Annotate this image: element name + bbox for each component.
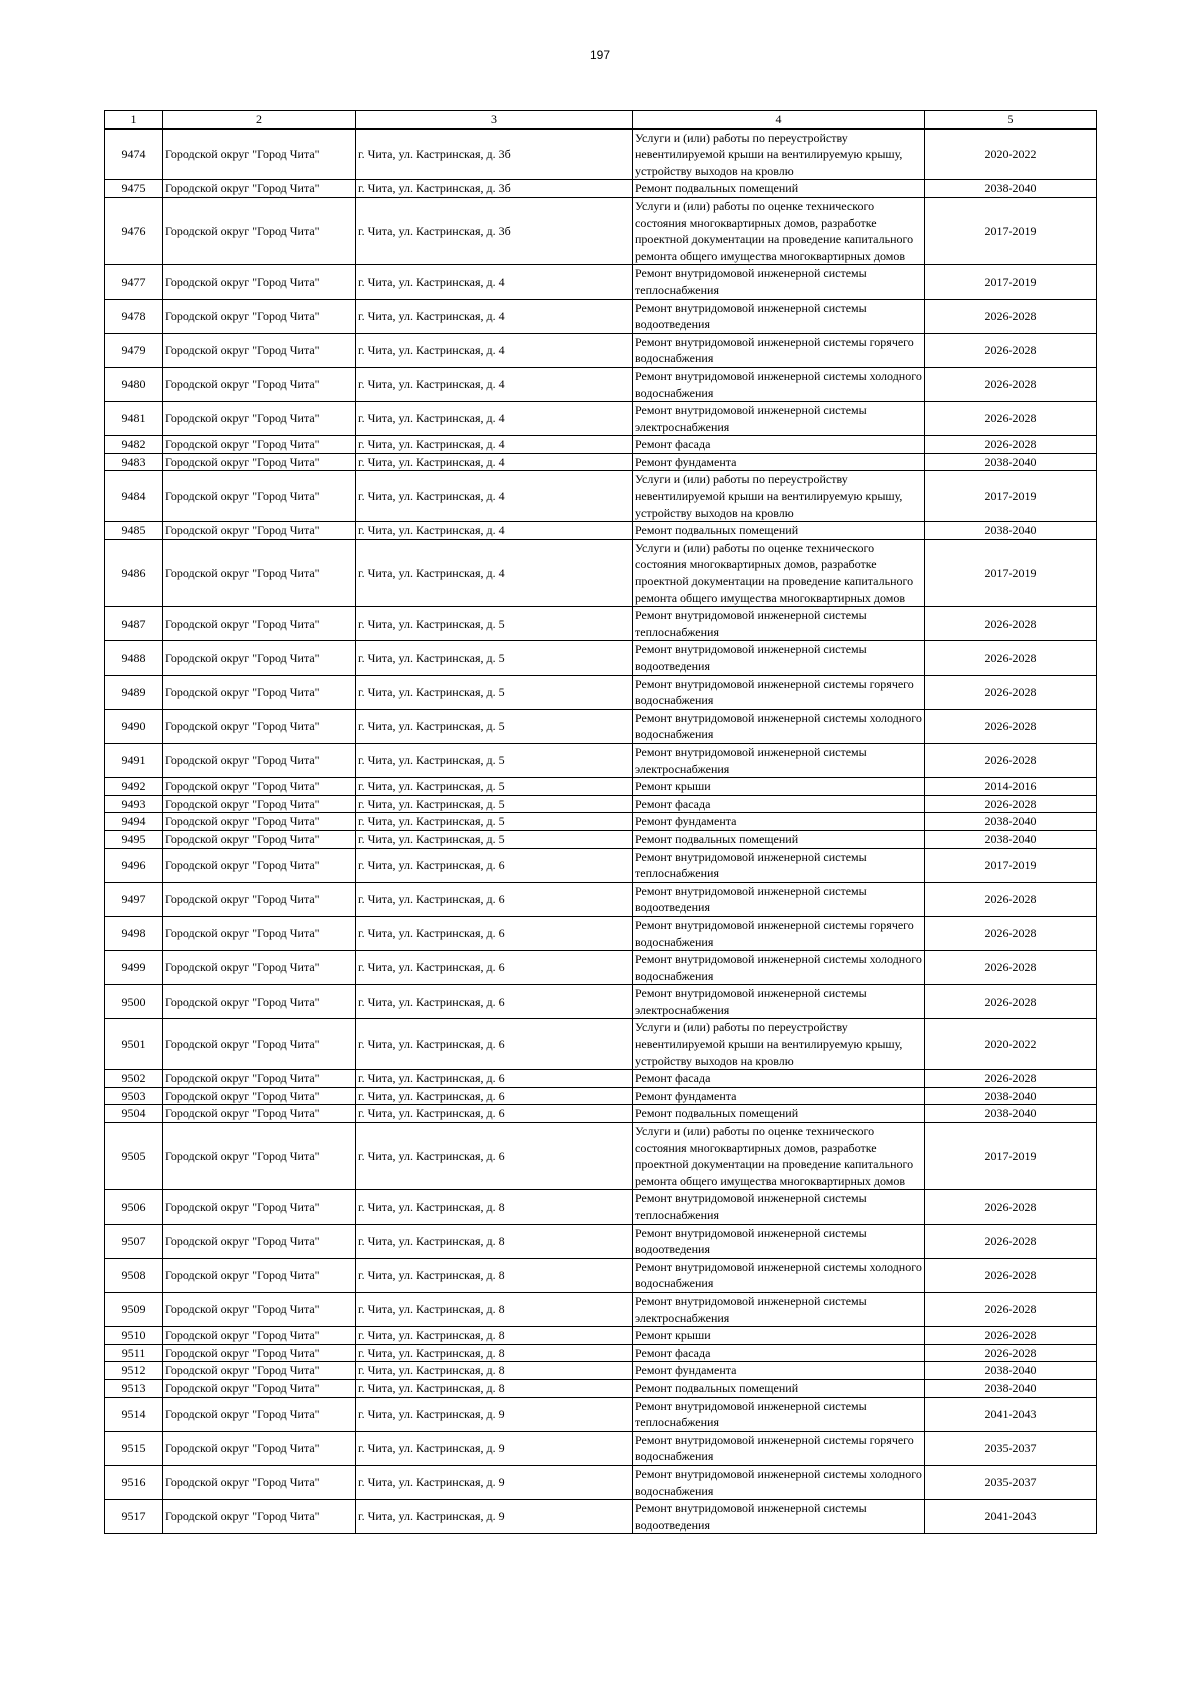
repair-schedule-table (104, 110, 1097, 1534)
work-type-cell: Ремонт внутридомовой инженерной системы теплоснабжения (633, 1190, 925, 1224)
address-cell: г. Чита, ул. Кастринская, д. 5 (356, 743, 633, 777)
table-row (105, 129, 1097, 180)
work-type-cell: Услуги и (или) работы по переустройству невентилируемой крыши на вентилируемую крышу, устройству выходов на кровлю (633, 1019, 925, 1070)
table-row (105, 197, 1097, 264)
period-cell: 2026-2028 (925, 1224, 1097, 1258)
period-cell: 2026-2028 (925, 795, 1097, 813)
address-cell: г. Чита, ул. Кастринская, д. 8 (356, 1327, 633, 1345)
municipality-cell: Городской округ "Город Чита" (163, 1327, 356, 1345)
period-cell: 2038-2040 (925, 830, 1097, 848)
municipality-cell: Городской округ "Город Чита" (163, 265, 356, 299)
work-type-cell: Ремонт внутридомовой инженерной системы холодного водоснабжения (633, 951, 925, 985)
row-number-cell: 9476 (105, 197, 163, 264)
period-cell: 2017-2019 (925, 848, 1097, 882)
municipality-cell: Городской округ "Город Чита" (163, 675, 356, 709)
municipality-cell: Городской округ "Город Чита" (163, 916, 356, 950)
address-cell: г. Чита, ул. Кастринская, д. 3б (356, 180, 633, 198)
period-cell: 2017-2019 (925, 197, 1097, 264)
table-row (105, 436, 1097, 454)
row-number-cell: 9478 (105, 299, 163, 333)
work-type-cell: Ремонт крыши (633, 778, 925, 796)
address-cell: г. Чита, ул. Кастринская, д. 8 (356, 1344, 633, 1362)
municipality-cell: Городской округ "Город Чита" (163, 1087, 356, 1105)
address-cell: г. Чита, ул. Кастринская, д. 5 (356, 607, 633, 641)
work-type-cell: Ремонт внутридомовой инженерной системы водоотведения (633, 299, 925, 333)
table-row (105, 985, 1097, 1019)
row-number-cell: 9500 (105, 985, 163, 1019)
municipality-cell: Городской округ "Город Чита" (163, 1258, 356, 1292)
work-type-cell: Ремонт подвальных помещений (633, 1105, 925, 1123)
municipality-cell: Городской округ "Город Чита" (163, 1379, 356, 1397)
table-row (105, 1258, 1097, 1292)
work-type-cell: Ремонт подвальных помещений (633, 522, 925, 540)
address-cell: г. Чита, ул. Кастринская, д. 3б (356, 129, 633, 180)
work-type-cell: Ремонт внутридомовой инженерной системы теплоснабжения (633, 607, 925, 641)
address-cell: г. Чита, ул. Кастринская, д. 6 (356, 1123, 633, 1190)
work-type-cell: Услуги и (или) работы по оценке технического состояния многоквартирных домов, разработке проектной документации на проведение капитального ремонта общего имущества многоквартирных домов (633, 1123, 925, 1190)
row-number-cell: 9513 (105, 1379, 163, 1397)
address-cell: г. Чита, ул. Кастринская, д. 9 (356, 1397, 633, 1431)
work-type-cell: Ремонт фасада (633, 1344, 925, 1362)
row-number-cell: 9497 (105, 882, 163, 916)
municipality-cell: Городской округ "Город Чита" (163, 539, 356, 606)
table-row (105, 1224, 1097, 1258)
column-header: 3 (356, 111, 633, 129)
work-type-cell: Ремонт подвальных помещений (633, 830, 925, 848)
period-cell: 2017-2019 (925, 265, 1097, 299)
period-cell: 2026-2028 (925, 709, 1097, 743)
table-row (105, 1292, 1097, 1326)
period-cell: 2038-2040 (925, 522, 1097, 540)
period-cell: 2026-2028 (925, 1070, 1097, 1088)
municipality-cell: Городской округ "Город Чита" (163, 1292, 356, 1326)
period-cell: 2038-2040 (925, 1105, 1097, 1123)
address-cell: г. Чита, ул. Кастринская, д. 4 (356, 402, 633, 436)
period-cell: 2041-2043 (925, 1397, 1097, 1431)
municipality-cell: Городской округ "Город Чита" (163, 522, 356, 540)
period-cell: 2035-2037 (925, 1431, 1097, 1465)
row-number-cell: 9510 (105, 1327, 163, 1345)
column-header: 2 (163, 111, 356, 129)
municipality-cell: Городской округ "Город Чита" (163, 985, 356, 1019)
period-cell: 2017-2019 (925, 539, 1097, 606)
municipality-cell: Городской округ "Город Чита" (163, 1019, 356, 1070)
address-cell: г. Чита, ул. Кастринская, д. 4 (356, 367, 633, 401)
municipality-cell: Городской округ "Город Чита" (163, 1431, 356, 1465)
row-number-cell: 9477 (105, 265, 163, 299)
address-cell: г. Чита, ул. Кастринская, д. 9 (356, 1500, 633, 1534)
table-row (105, 1379, 1097, 1397)
work-type-cell: Ремонт внутридомовой инженерной системы горячего водоснабжения (633, 675, 925, 709)
municipality-cell: Городской округ "Город Чита" (163, 1070, 356, 1088)
address-cell: г. Чита, ул. Кастринская, д. 5 (356, 830, 633, 848)
work-type-cell: Ремонт внутридомовой инженерной системы холодного водоснабжения (633, 1258, 925, 1292)
period-cell: 2026-2028 (925, 367, 1097, 401)
table-row (105, 743, 1097, 777)
row-number-cell: 9489 (105, 675, 163, 709)
address-cell: г. Чита, ул. Кастринская, д. 6 (356, 916, 633, 950)
address-cell: г. Чита, ул. Кастринская, д. 6 (356, 1087, 633, 1105)
address-cell: г. Чита, ул. Кастринская, д. 5 (356, 675, 633, 709)
municipality-cell: Городской округ "Город Чита" (163, 882, 356, 916)
work-type-cell: Услуги и (или) работы по переустройству невентилируемой крыши на вентилируемую крышу, устройству выходов на кровлю (633, 471, 925, 522)
period-cell: 2026-2028 (925, 1258, 1097, 1292)
row-number-cell: 9485 (105, 522, 163, 540)
table-row (105, 522, 1097, 540)
municipality-cell: Городской округ "Город Чита" (163, 436, 356, 454)
row-number-cell: 9509 (105, 1292, 163, 1326)
municipality-cell: Городской округ "Город Чита" (163, 951, 356, 985)
municipality-cell: Городской округ "Город Чита" (163, 813, 356, 831)
table-row (105, 916, 1097, 950)
period-cell: 2026-2028 (925, 607, 1097, 641)
table-row (105, 1397, 1097, 1431)
address-cell: г. Чита, ул. Кастринская, д. 4 (356, 265, 633, 299)
row-number-cell: 9515 (105, 1431, 163, 1465)
work-type-cell: Ремонт внутридомовой инженерной системы горячего водоснабжения (633, 916, 925, 950)
table-row (105, 402, 1097, 436)
address-cell: г. Чита, ул. Кастринская, д. 8 (356, 1379, 633, 1397)
address-cell: г. Чита, ул. Кастринская, д. 6 (356, 848, 633, 882)
row-number-cell: 9514 (105, 1397, 163, 1431)
table-row (105, 1431, 1097, 1465)
work-type-cell: Ремонт внутридомовой инженерной системы теплоснабжения (633, 1397, 925, 1431)
address-cell: г. Чита, ул. Кастринская, д. 4 (356, 453, 633, 471)
table-row (105, 951, 1097, 985)
period-cell: 2020-2022 (925, 129, 1097, 180)
work-type-cell: Ремонт внутридомовой инженерной системы электроснабжения (633, 1292, 925, 1326)
work-type-cell: Ремонт подвальных помещений (633, 180, 925, 198)
table-row (105, 641, 1097, 675)
row-number-cell: 9505 (105, 1123, 163, 1190)
municipality-cell: Городской округ "Город Чита" (163, 709, 356, 743)
address-cell: г. Чита, ул. Кастринская, д. 8 (356, 1258, 633, 1292)
row-number-cell: 9507 (105, 1224, 163, 1258)
row-number-cell: 9490 (105, 709, 163, 743)
work-type-cell: Ремонт внутридомовой инженерной системы водоотведения (633, 641, 925, 675)
municipality-cell: Городской округ "Город Чита" (163, 367, 356, 401)
period-cell: 2026-2028 (925, 985, 1097, 1019)
work-type-cell: Ремонт внутридомовой инженерной системы теплоснабжения (633, 848, 925, 882)
table-row (105, 539, 1097, 606)
table-row (105, 1019, 1097, 1070)
address-cell: г. Чита, ул. Кастринская, д. 3б (356, 197, 633, 264)
row-number-cell: 9498 (105, 916, 163, 950)
column-header: 5 (925, 111, 1097, 129)
work-type-cell: Ремонт фундамента (633, 453, 925, 471)
period-cell: 2026-2028 (925, 641, 1097, 675)
address-cell: г. Чита, ул. Кастринская, д. 6 (356, 1070, 633, 1088)
address-cell: г. Чита, ул. Кастринская, д. 5 (356, 709, 633, 743)
table-row (105, 1327, 1097, 1345)
address-cell: г. Чита, ул. Кастринская, д. 6 (356, 882, 633, 916)
work-type-cell: Ремонт фундамента (633, 1087, 925, 1105)
municipality-cell: Городской округ "Город Чита" (163, 1500, 356, 1534)
table-row (105, 607, 1097, 641)
row-number-cell: 9492 (105, 778, 163, 796)
table-row (105, 471, 1097, 522)
address-cell: г. Чита, ул. Кастринская, д. 5 (356, 813, 633, 831)
table-row (105, 180, 1097, 198)
municipality-cell: Городской округ "Город Чита" (163, 1344, 356, 1362)
period-cell: 2026-2028 (925, 299, 1097, 333)
address-cell: г. Чита, ул. Кастринская, д. 5 (356, 778, 633, 796)
row-number-cell: 9494 (105, 813, 163, 831)
work-type-cell: Ремонт внутридомовой инженерной системы холодного водоснабжения (633, 1465, 925, 1499)
column-header: 4 (633, 111, 925, 129)
period-cell: 2038-2040 (925, 813, 1097, 831)
row-number-cell: 9504 (105, 1105, 163, 1123)
row-number-cell: 9496 (105, 848, 163, 882)
table-row (105, 778, 1097, 796)
row-number-cell: 9511 (105, 1344, 163, 1362)
table-row (105, 1465, 1097, 1499)
period-cell: 2026-2028 (925, 1327, 1097, 1345)
municipality-cell: Городской округ "Город Чита" (163, 197, 356, 264)
work-type-cell: Ремонт фасада (633, 1070, 925, 1088)
row-number-cell: 9483 (105, 453, 163, 471)
period-cell: 2038-2040 (925, 180, 1097, 198)
row-number-cell: 9491 (105, 743, 163, 777)
address-cell: г. Чита, ул. Кастринская, д. 5 (356, 795, 633, 813)
table-row (105, 453, 1097, 471)
address-cell: г. Чита, ул. Кастринская, д. 6 (356, 951, 633, 985)
work-type-cell: Ремонт внутридомовой инженерной системы водоотведения (633, 1224, 925, 1258)
address-cell: г. Чита, ул. Кастринская, д. 4 (356, 539, 633, 606)
work-type-cell: Ремонт внутридомовой инженерной системы холодного водоснабжения (633, 367, 925, 401)
work-type-cell: Ремонт внутридомовой инженерной системы водоотведения (633, 1500, 925, 1534)
work-type-cell: Ремонт внутридомовой инженерной системы горячего водоснабжения (633, 1431, 925, 1465)
address-cell: г. Чита, ул. Кастринская, д. 4 (356, 436, 633, 454)
municipality-cell: Городской округ "Город Чита" (163, 1224, 356, 1258)
period-cell: 2041-2043 (925, 1500, 1097, 1534)
work-type-cell: Ремонт внутридомовой инженерной системы электроснабжения (633, 743, 925, 777)
period-cell: 2026-2028 (925, 1344, 1097, 1362)
row-number-cell: 9481 (105, 402, 163, 436)
work-type-cell: Услуги и (или) работы по оценке технического состояния многоквартирных домов, разработке проектной документации на проведение капитального ремонта общего имущества многоквартирных домов (633, 197, 925, 264)
work-type-cell: Ремонт крыши (633, 1327, 925, 1345)
header-row (105, 111, 1097, 129)
period-cell: 2020-2022 (925, 1019, 1097, 1070)
address-cell: г. Чита, ул. Кастринская, д. 4 (356, 522, 633, 540)
table-row (105, 1070, 1097, 1088)
municipality-cell: Городской округ "Город Чита" (163, 471, 356, 522)
row-number-cell: 9516 (105, 1465, 163, 1499)
municipality-cell: Городской округ "Город Чита" (163, 453, 356, 471)
work-type-cell: Ремонт внутридомовой инженерной системы электроснабжения (633, 985, 925, 1019)
period-cell: 2017-2019 (925, 1123, 1097, 1190)
work-type-cell: Ремонт внутридомовой инженерной системы водоотведения (633, 882, 925, 916)
address-cell: г. Чита, ул. Кастринская, д. 9 (356, 1431, 633, 1465)
table-row (105, 299, 1097, 333)
work-type-cell: Ремонт фасада (633, 795, 925, 813)
period-cell: 2026-2028 (925, 675, 1097, 709)
table-header (105, 111, 1097, 129)
table-row (105, 333, 1097, 367)
period-cell: 2035-2037 (925, 1465, 1097, 1499)
municipality-cell: Городской округ "Город Чита" (163, 830, 356, 848)
row-number-cell: 9486 (105, 539, 163, 606)
table-row (105, 1123, 1097, 1190)
row-number-cell: 9474 (105, 129, 163, 180)
period-cell: 2038-2040 (925, 1362, 1097, 1380)
table-row (105, 813, 1097, 831)
municipality-cell: Городской округ "Город Чита" (163, 1123, 356, 1190)
table-row (105, 830, 1097, 848)
work-type-cell: Ремонт фундамента (633, 813, 925, 831)
period-cell: 2026-2028 (925, 436, 1097, 454)
table-row (105, 367, 1097, 401)
table-row (105, 1362, 1097, 1380)
table-row (105, 709, 1097, 743)
row-number-cell: 9517 (105, 1500, 163, 1534)
row-number-cell: 9487 (105, 607, 163, 641)
municipality-cell: Городской округ "Город Чита" (163, 1105, 356, 1123)
municipality-cell: Городской округ "Город Чита" (163, 1465, 356, 1499)
address-cell: г. Чита, ул. Кастринская, д. 4 (356, 299, 633, 333)
address-cell: г. Чита, ул. Кастринская, д. 5 (356, 641, 633, 675)
work-type-cell: Ремонт внутридомовой инженерной системы электроснабжения (633, 402, 925, 436)
period-cell: 2026-2028 (925, 1292, 1097, 1326)
row-number-cell: 9482 (105, 436, 163, 454)
municipality-cell: Городской округ "Город Чита" (163, 1190, 356, 1224)
municipality-cell: Городской округ "Город Чита" (163, 402, 356, 436)
period-cell: 2038-2040 (925, 1087, 1097, 1105)
row-number-cell: 9501 (105, 1019, 163, 1070)
address-cell: г. Чита, ул. Кастринская, д. 6 (356, 1019, 633, 1070)
municipality-cell: Городской округ "Город Чита" (163, 1397, 356, 1431)
work-type-cell: Ремонт внутридомовой инженерной системы холодного водоснабжения (633, 709, 925, 743)
row-number-cell: 9493 (105, 795, 163, 813)
work-type-cell: Ремонт внутридомовой инженерной системы теплоснабжения (633, 265, 925, 299)
address-cell: г. Чита, ул. Кастринская, д. 6 (356, 1105, 633, 1123)
work-type-cell: Услуги и (или) работы по переустройству невентилируемой крыши на вентилируемую крышу, устройству выходов на кровлю (633, 129, 925, 180)
municipality-cell: Городской округ "Город Чита" (163, 129, 356, 180)
row-number-cell: 9502 (105, 1070, 163, 1088)
table-row (105, 675, 1097, 709)
work-type-cell: Ремонт фундамента (633, 1362, 925, 1380)
municipality-cell: Городской округ "Город Чита" (163, 607, 356, 641)
period-cell: 2026-2028 (925, 1190, 1097, 1224)
municipality-cell: Городской округ "Город Чита" (163, 848, 356, 882)
table-row (105, 795, 1097, 813)
table-row (105, 882, 1097, 916)
municipality-cell: Городской округ "Город Чита" (163, 778, 356, 796)
table-row (105, 1087, 1097, 1105)
row-number-cell: 9506 (105, 1190, 163, 1224)
municipality-cell: Городской округ "Город Чита" (163, 743, 356, 777)
table-row (105, 848, 1097, 882)
page-number: 197 (589, 48, 611, 62)
address-cell: г. Чита, ул. Кастринская, д. 8 (356, 1190, 633, 1224)
row-number-cell: 9484 (105, 471, 163, 522)
municipality-cell: Городской округ "Город Чита" (163, 795, 356, 813)
row-number-cell: 9499 (105, 951, 163, 985)
period-cell: 2026-2028 (925, 882, 1097, 916)
row-number-cell: 9512 (105, 1362, 163, 1380)
column-header: 1 (105, 111, 163, 129)
work-type-cell: Ремонт фасада (633, 436, 925, 454)
period-cell: 2026-2028 (925, 402, 1097, 436)
table-row (105, 265, 1097, 299)
table-row (105, 1500, 1097, 1534)
municipality-cell: Городской округ "Город Чита" (163, 1362, 356, 1380)
period-cell: 2038-2040 (925, 453, 1097, 471)
municipality-cell: Городской округ "Город Чита" (163, 641, 356, 675)
municipality-cell: Городской округ "Город Чита" (163, 180, 356, 198)
row-number-cell: 9503 (105, 1087, 163, 1105)
address-cell: г. Чита, ул. Кастринская, д. 6 (356, 985, 633, 1019)
period-cell: 2026-2028 (925, 743, 1097, 777)
period-cell: 2038-2040 (925, 1379, 1097, 1397)
row-number-cell: 9488 (105, 641, 163, 675)
table-row (105, 1344, 1097, 1362)
address-cell: г. Чита, ул. Кастринская, д. 4 (356, 471, 633, 522)
table-body (105, 129, 1097, 1534)
period-cell: 2026-2028 (925, 916, 1097, 950)
municipality-cell: Городской округ "Город Чита" (163, 333, 356, 367)
row-number-cell: 9475 (105, 180, 163, 198)
period-cell: 2014-2016 (925, 778, 1097, 796)
work-type-cell: Ремонт подвальных помещений (633, 1379, 925, 1397)
work-type-cell: Ремонт внутридомовой инженерной системы горячего водоснабжения (633, 333, 925, 367)
row-number-cell: 9508 (105, 1258, 163, 1292)
period-cell: 2026-2028 (925, 333, 1097, 367)
municipality-cell: Городской округ "Город Чита" (163, 299, 356, 333)
address-cell: г. Чита, ул. Кастринская, д. 4 (356, 333, 633, 367)
period-cell: 2026-2028 (925, 951, 1097, 985)
address-cell: г. Чита, ул. Кастринская, д. 8 (356, 1362, 633, 1380)
address-cell: г. Чита, ул. Кастринская, д. 9 (356, 1465, 633, 1499)
row-number-cell: 9479 (105, 333, 163, 367)
address-cell: г. Чита, ул. Кастринская, д. 8 (356, 1224, 633, 1258)
row-number-cell: 9495 (105, 830, 163, 848)
work-type-cell: Услуги и (или) работы по оценке технического состояния многоквартирных домов, разработке проектной документации на проведение капитального ремонта общего имущества многоквартирных домов (633, 539, 925, 606)
address-cell: г. Чита, ул. Кастринская, д. 8 (356, 1292, 633, 1326)
table-row (105, 1105, 1097, 1123)
period-cell: 2017-2019 (925, 471, 1097, 522)
row-number-cell: 9480 (105, 367, 163, 401)
table-row (105, 1190, 1097, 1224)
